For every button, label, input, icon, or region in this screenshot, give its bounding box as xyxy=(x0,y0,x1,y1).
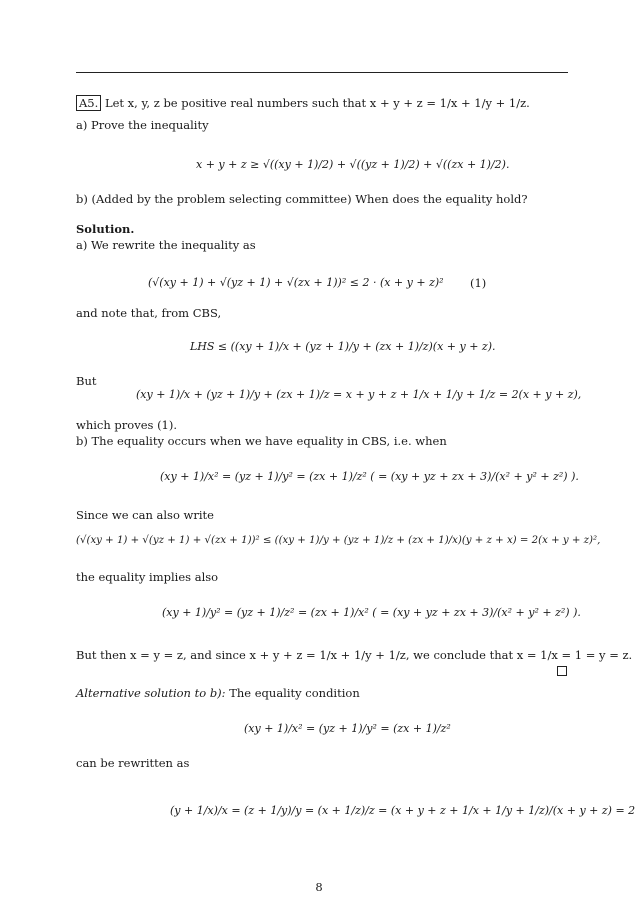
problem-statement: Let x, y, z be positive real numbers such that x + y + z = 1/x + 1/y + 1/z. xyxy=(104,96,530,110)
rewritten-text: can be rewritten as xyxy=(76,756,190,770)
but-label: But xyxy=(76,374,97,388)
implies-text: the equality implies also xyxy=(76,570,219,584)
since-text: Since we can also write xyxy=(76,508,214,522)
equation-1-tag: (1) xyxy=(470,276,487,290)
alt-text: The equality condition xyxy=(229,686,360,700)
a-intro: a) We rewrite the inequality as xyxy=(76,238,256,252)
header-rule xyxy=(76,72,568,73)
qed-square xyxy=(557,666,567,676)
alt-equation: (xy + 1)/x² = (yz + 1)/y² = (zx + 1)/z² xyxy=(244,722,451,735)
page-number: 8 xyxy=(315,880,323,894)
rewritten-equation: (y + 1/x)/x = (z + 1/y)/y = (x + 1/z)/z = (x + y + z + 1/x + 1/y + 1/z)/(x + y + z) = 2 xyxy=(170,804,636,817)
implies-equation: (xy + 1)/y² = (yz + 1)/z² = (zx + 1)/x² ( = (xy + yz + zx + 3)/(x² + y² + z²) ). xyxy=(162,606,581,619)
alt-solution-line xyxy=(76,686,360,700)
problem-statement-line xyxy=(76,96,530,110)
alt-heading: Alternative solution to b): xyxy=(76,686,226,700)
b-intro: b) The equality occurs when we have equality in CBS, i.e. when xyxy=(76,434,447,448)
problem-label: A5. xyxy=(76,95,101,111)
part-a-prompt: a) Prove the inequality xyxy=(76,118,209,132)
cbs-equation: LHS ≤ ((xy + 1)/x + (yz + 1)/y + (zx + 1)/z)(x + y + z). xyxy=(190,340,496,353)
b-equation: (xy + 1)/x² = (yz + 1)/y² = (zx + 1)/z² ( = (xy + yz + zx + 3)/(x² + y² + z²) ). xyxy=(160,470,579,483)
but-equation: (xy + 1)/x + (yz + 1)/y + (zx + 1)/z = x + y + z + 1/x + 1/y + 1/z = 2(x + y + z), xyxy=(136,388,582,401)
since-equation: (√(xy + 1) + √(yz + 1) + √(zx + 1))² ≤ ((xy + 1)/y + (yz + 1)/z + (zx + 1)/x)(y + z + x) = 2(x + y + z)², xyxy=(76,535,601,546)
proves-text: which proves (1). xyxy=(76,418,178,432)
inequality: x + y + z ≥ √((xy + 1)/2) + √((yz + 1)/2) + √((zx + 1)/2). xyxy=(196,158,510,171)
equation-1: (√(xy + 1) + √(yz + 1) + √(zx + 1))² ≤ 2 · (x + y + z)² xyxy=(148,276,444,289)
conclusion: But then x = y = z, and since x + y + z = 1/x + 1/y + 1/z, we conclude that x = 1/x = 1 = y = z. xyxy=(76,648,633,662)
cbs-intro: and note that, from CBS, xyxy=(76,306,222,320)
part-b-prompt: b) (Added by the problem selecting committee) When does the equality hold? xyxy=(76,192,528,206)
solution-heading: Solution. xyxy=(76,222,135,236)
